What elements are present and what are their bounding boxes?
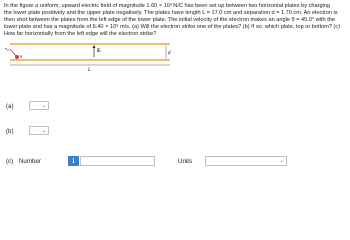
answer-b-select[interactable]: [29, 126, 49, 135]
answer-a-select[interactable]: [29, 101, 49, 110]
question-b-label: (b): [6, 128, 14, 135]
chevron-down-icon: ⌄: [41, 103, 46, 109]
chevron-down-icon: ⌄: [279, 158, 284, 164]
c-number-label: Number: [18, 158, 41, 165]
chevron-down-icon: ⌄: [41, 128, 46, 134]
problem-line-2: the lower plate positively and the upper plate negatively. The plates have length L = 17.0 cm and separation d = 1.70 cm. An electron is: [4, 10, 338, 17]
units-label: Units: [178, 158, 193, 165]
problem-line-4: lower plate and has a magnitude of 6.40 × 10⁶ m/s. (a) Will the electron strike one of the plates? (b) If so, which plate, top or bottom? (c): [4, 24, 341, 31]
top-plate: [10, 43, 170, 45]
c-label: (c): [6, 158, 14, 165]
bottom-plate: [10, 59, 170, 61]
field-label: E: [97, 48, 101, 54]
v0-label: v₀: [5, 46, 9, 51]
answer-c-number-input[interactable]: [80, 156, 155, 166]
answer-c-units-select[interactable]: [205, 156, 287, 166]
field-arrowhead: [93, 45, 96, 48]
plates-figure: [2, 34, 178, 74]
question-c-label: [6, 158, 41, 165]
velocity-arrow: [10, 49, 17, 57]
question-a-label: (a): [6, 103, 14, 110]
d-label: d: [168, 51, 171, 56]
L-label: L: [88, 68, 91, 73]
problem-line-1: In the figure a uniform, upward electric field of magnitude 1.60 × 10³ N/C has been set up between two horizontal plates by charging: [4, 3, 331, 9]
theta-label: θ: [20, 54, 22, 59]
problem-line-5: How far horizontally from the left edge will the electron strike?: [4, 31, 157, 38]
problem-line-3: then shot between the plates from the left edge of the lower plate. The initial velocity of the electron makes an angle θ = 45.0° with the: [4, 17, 335, 24]
info-icon[interactable]: i: [68, 156, 79, 166]
